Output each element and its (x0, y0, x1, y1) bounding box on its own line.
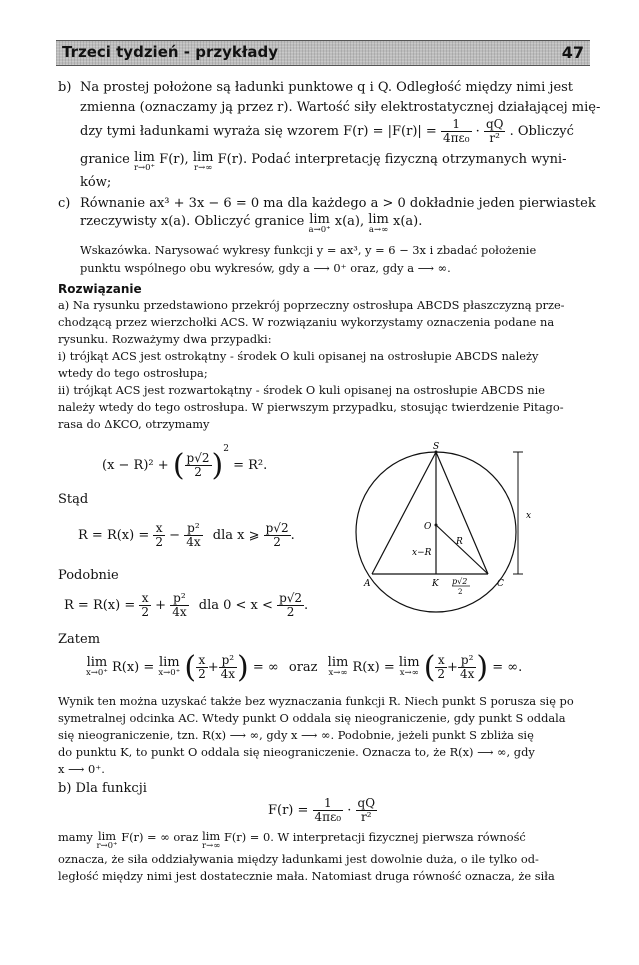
frac-den: 4πε₀ (442, 131, 470, 145)
side-SC (436, 452, 488, 574)
limit-x-to-inf (399, 657, 420, 678)
lim-word: lim (202, 829, 221, 843)
paren-close: ) (476, 650, 489, 685)
hint-line2: punktu wspólnego obu wykresów, gdy a ⟶ 0⁺ oraz, gdy a ⟶ ∞. (80, 261, 451, 275)
frac-num: 1 (441, 118, 472, 132)
label-C: C (497, 579, 504, 589)
frac-p-sqrt2-over-2 (277, 592, 304, 619)
limit-r-to-inf (193, 152, 214, 173)
text-rzeczywisty: rzeczywisty x(a). Obliczyć granice (80, 214, 305, 229)
text-w4: do punktu K, to punkt O oddala się nieograniczenie. Oznacza to, że R(x) ⟶ ∞, gdy (58, 745, 535, 759)
frac-den: 4x (186, 535, 201, 549)
text-stad: Stąd (58, 492, 89, 507)
lim-sub: r→0⁺ (96, 841, 118, 851)
frac-num: p√2 (186, 451, 210, 465)
fraction-1-over-4pie0 (441, 118, 472, 145)
solution-p3: rysunku. Rozważymy dwa przypadki: (58, 332, 272, 346)
frac-num: p² (458, 654, 476, 668)
lim-sub: a→∞ (368, 225, 389, 235)
text-m1b: F(r) = ∞ oraz (121, 830, 199, 844)
eq2-left: R = R(x) = (78, 528, 150, 543)
lim-word: lim (327, 655, 349, 670)
lim-word: lim (134, 150, 155, 165)
paren-open: ( (172, 448, 185, 483)
frac-den: 4x (220, 667, 236, 681)
label-S: S (433, 442, 440, 452)
text-Rx: R(x) = (352, 660, 395, 675)
frac-x-over-2 (139, 592, 151, 619)
lim-sub: r→∞ (194, 163, 213, 173)
text-mamy: mamy (58, 830, 93, 844)
hint-line1: Wskazówka. Narysować wykresy funkcji y = ax³, y = 6 − 3x i zbadać położenie (80, 243, 537, 257)
frac-x-over-2 (435, 654, 447, 681)
text-w3: się nieograniczenie, tzn. R(x) ⟶ ∞, gdy x ⟶ ∞. Podobnie, jeżeli punkt S zbliża się (58, 728, 534, 742)
frac-num: x (153, 522, 165, 536)
frac-den: 2 (437, 667, 446, 681)
frac-num: p√2 (279, 591, 303, 605)
problem-b-line1: Na prostej położone są ładunki punktowe q i Q. Odległość między nimi jest (80, 80, 574, 95)
problem-b-line5: ków; (80, 175, 112, 190)
text-m2: oznacza, że siła oddziaływania między ładunkami jest dowolnie duża, o ile tylko od- (58, 852, 539, 866)
equation-limits-R (86, 650, 522, 685)
plus-sign: + (207, 660, 219, 675)
frac-num: qQ (357, 796, 376, 810)
eq1-right: = R². (233, 458, 268, 473)
lim-sub: x→∞ (399, 668, 419, 678)
frac-num: qQ (485, 117, 504, 131)
header-title: Trzeci tydzień - przykłady (62, 43, 279, 61)
pyramid-cross-section-figure (352, 440, 572, 620)
text-dla: dla (198, 598, 219, 613)
radius-OC (436, 525, 488, 574)
limit-x-to-0 (158, 657, 180, 678)
frac-den: 2 (155, 535, 164, 549)
problem-c-line2 (80, 214, 422, 235)
frac-num: x (196, 654, 208, 668)
text-m1c: F(r) = 0. W interpretacji fizycznej pierwsza równość (223, 830, 526, 844)
text-zatem: Zatem (58, 632, 101, 647)
solution-p2: chodzącą przez wierzchołki ACS. W rozwiązaniu wykorzystamy oznaczenia podane na (58, 315, 555, 329)
frac-num: x (139, 592, 151, 606)
eq-F-left: F(r) = (268, 803, 309, 818)
frac-1-over-4pie0 (313, 797, 344, 824)
eq1-fraction (185, 452, 212, 479)
lim-word: lim (192, 150, 214, 165)
equals-infinity: = ∞. (492, 660, 523, 675)
paren-close: ) (211, 448, 224, 483)
frac-p2-over-4x (184, 522, 202, 549)
frac-p2-over-4x (458, 654, 476, 681)
page-header (56, 40, 590, 66)
limit-r-to-0 (96, 830, 117, 851)
label-x-minus-R: x−R (412, 548, 432, 558)
plus-sign: + (447, 660, 458, 675)
point-O (435, 524, 438, 527)
limit-x-to-0 (86, 657, 108, 678)
frac-p2-over-4x (170, 592, 188, 619)
frac-p-sqrt2-over-2 (264, 522, 291, 549)
frac-num: p√2 (265, 521, 289, 535)
limit-r-to-0 (134, 152, 155, 173)
limit-r-to-inf (202, 830, 220, 851)
label-A: A (364, 579, 371, 589)
problem-b-formula-line: dzy tymi ładunkami wyraża się wzorem F(r) = |F(r)| = $\frac{1}{\text{4πε₀}}$ · $\frac{qQ}{\text{r²}}$ . Obliczyć (80, 117, 574, 145)
text-oraz: oraz (288, 660, 318, 675)
solution-p5: wtedy do tego ostrosłupa; (58, 366, 208, 380)
text-w1: Wynik ten można uzyskać także bez wyznaczania funkcji R. Niech punkt S porusza się po (58, 694, 574, 708)
frac-den: 4x (172, 605, 187, 619)
text-b-label: b) Dla funkcji (58, 781, 147, 796)
limit-x-to-inf (328, 657, 349, 678)
lim-sub: r→0⁺ (133, 163, 156, 173)
solution-p4: i) trójkąt ACS jest ostrokątny - środek O kuli opisanej na ostrosłupie ABCDS należy (58, 349, 539, 363)
solution-p7: należy wtedy do tego ostrosłupa. W pierwszym przypadku, stosując twierdzenie Pitago- (58, 400, 564, 414)
lim-word: lim (86, 655, 108, 670)
eq1-left: (x − R)² + (102, 458, 169, 473)
limit-a-to-inf (368, 214, 389, 235)
frac-den: r² (489, 131, 500, 145)
text-mamy-line (58, 830, 526, 851)
text-fr-interp: F(r). Podać interpretację fizyczną otrzymanych wyni- (217, 152, 567, 167)
label-R: R (456, 537, 463, 547)
plus-sign: + (155, 598, 167, 613)
problem-c-label: c) (58, 196, 71, 211)
frac-x-over-2 (196, 654, 208, 681)
paren-close: ) (237, 650, 249, 685)
frac-den: 4x (459, 667, 475, 681)
equation-R-case1 (78, 522, 295, 549)
lim-word: lim (309, 212, 330, 227)
frac-den: 2 (273, 535, 281, 549)
problem-b-limits-line (80, 152, 567, 173)
page-number: 47 (561, 43, 584, 62)
frac-den: 4πε₀ (314, 810, 342, 824)
minus-sign: − (169, 528, 181, 543)
frac-den: 2 (286, 605, 295, 619)
problem-c-line1: Równanie ax³ + 3x − 6 = 0 ma dla każdego a > 0 dokładnie jeden pierwiastek (80, 196, 596, 211)
equals-infinity: = ∞ (252, 660, 279, 675)
period: . (304, 598, 309, 613)
lim-sub: x→∞ (328, 668, 348, 678)
problem-b-line3b: . Obliczyć (509, 124, 574, 139)
text-fr: F(r), (159, 152, 189, 167)
frac-den: r² (361, 810, 372, 824)
label-two: 2 (458, 588, 463, 596)
problem-b-line2: zmienna (oznaczamy ją przez r). Wartość siły elektrostatycznej działającej mię- (80, 100, 601, 115)
lim-sub: r→∞ (202, 841, 221, 851)
period: . (290, 528, 295, 543)
frac-x-over-2 (153, 522, 165, 549)
text-w2: symetralnej odcinka AC. Wtedy punkt O oddala się nieograniczenie, gdy punkt S oddala (58, 711, 566, 725)
label-x: x (526, 511, 532, 521)
text-xa: x(a). (393, 214, 423, 229)
text-granice: granice (80, 152, 130, 167)
lim-sub: x→0⁺ (86, 668, 108, 678)
solution-p8: rasa do ΔKCO, otrzymamy (58, 417, 210, 431)
label-p-sqrt2: p√2 (452, 577, 468, 586)
lim-word: lim (97, 829, 117, 843)
text-m3: ległość między nimi jest dostatecznie mała. Natomiast druga równość oznacza, że siła (58, 869, 555, 883)
frac-num: x (435, 654, 447, 668)
text-w5: x ⟶ 0⁺. (58, 762, 105, 776)
text-Rx: R(x) = (111, 660, 155, 675)
text-xa: x(a), (334, 214, 365, 229)
frac-den: 2 (194, 465, 202, 479)
lim-word: lim (398, 655, 420, 670)
frac-num: p² (219, 654, 237, 668)
lim-sub: x→0⁺ (158, 668, 181, 678)
eq3-condition: 0 < x < (223, 598, 273, 613)
eq1-exponent: 2 (223, 444, 229, 454)
frac-den: 2 (198, 667, 206, 681)
lim-sub: a→0⁺ (308, 225, 331, 235)
frac-num: 1 (313, 797, 344, 811)
limit-a-to-0 (309, 214, 331, 235)
solution-p6: ii) trójkąt ACS jest rozwartokątny - środek O kuli opisanej na ostrosłupie ABCDS nie (58, 383, 545, 397)
fraction-qQ-over-r2 (484, 118, 506, 145)
solution-heading: Rozwiązanie (58, 282, 142, 296)
frac-num: p² (184, 522, 202, 536)
frac-num: p² (170, 592, 188, 606)
text-dla: dla (212, 528, 233, 543)
dot-operator: · (347, 803, 352, 818)
frac-den: 2 (141, 605, 150, 619)
lim-word: lim (368, 212, 389, 227)
equation-pythagoras (102, 444, 267, 483)
label-K: K (432, 579, 439, 589)
label-O: O (424, 522, 432, 532)
paren-open: ( (423, 650, 436, 685)
text-podobnie: Podobnie (58, 568, 119, 583)
equation-coulomb (268, 797, 377, 824)
eq2-condition: x ⩾ (237, 528, 260, 543)
solution-p1: a) Na rysunku przedstawiono przekrój poprzeczny ostrosłupa ABCDS płaszczyzną prze- (58, 298, 565, 312)
frac-qQ-over-r2 (356, 797, 378, 824)
paren-open: ( (184, 650, 197, 685)
frac-p2-over-4x (219, 654, 237, 681)
lim-word: lim (158, 655, 180, 670)
eq3-left: R = R(x) = (64, 598, 136, 613)
equation-R-case2 (64, 592, 308, 619)
problem-b-label: b) (58, 80, 72, 95)
problem-b-line3a: dzy tymi ładunkami wyraża się wzorem F(r) = |F(r)| = (80, 124, 437, 139)
